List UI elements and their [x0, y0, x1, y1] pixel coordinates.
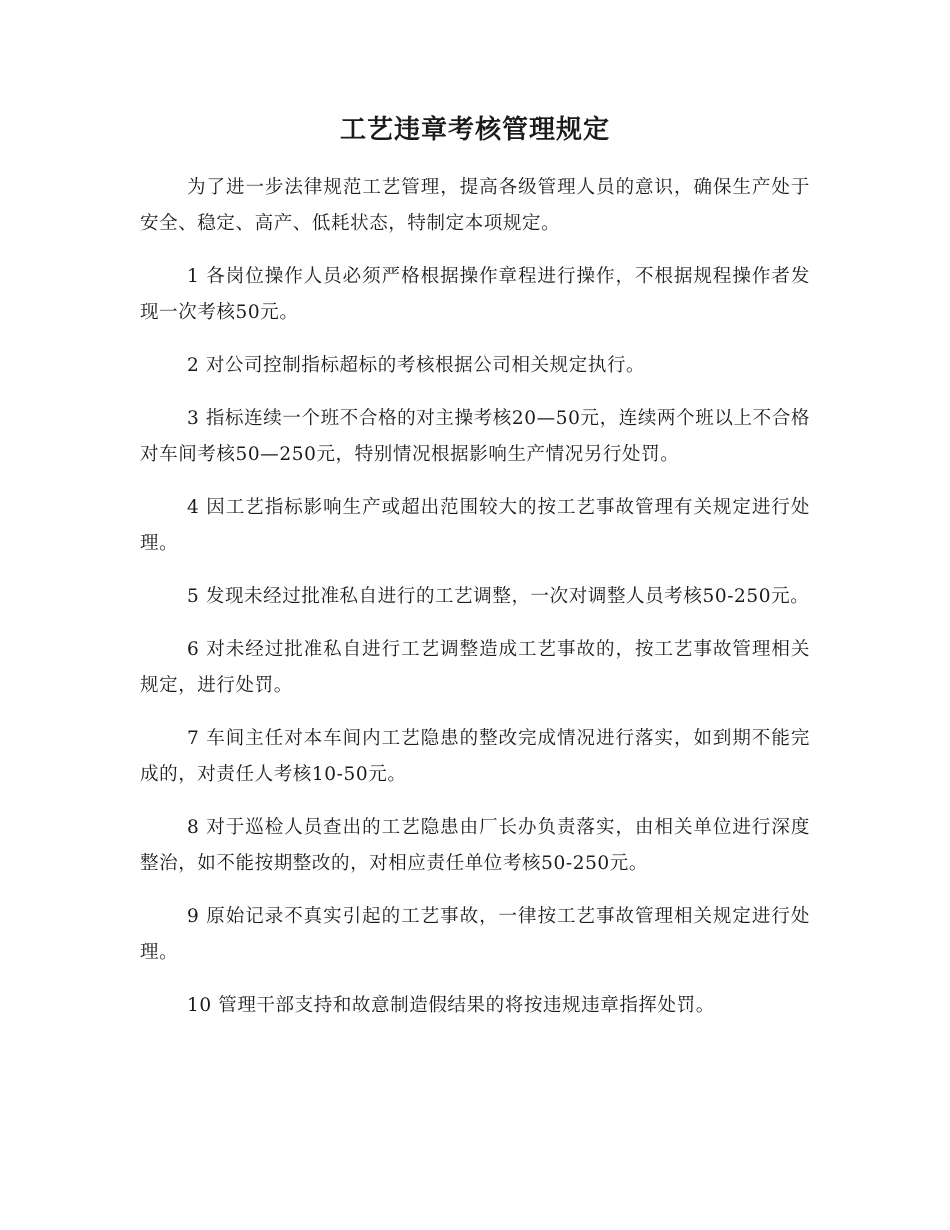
rule-item-9: 9 原始记录不真实引起的工艺事故，一律按工艺事故管理相关规定进行处理。 [140, 906, 810, 963]
rule-item-5: 5 发现未经过批准私自进行的工艺调整，一次对调整人员考核50-250元。 [187, 586, 810, 607]
intro-paragraph: 为了进一步法律规范工艺管理，提高各级管理人员的意识，确保生产处于安全、稳定、高产、低耗状态，特制定本项规定。 [140, 177, 810, 234]
rule-item-2: 2 对公司控制指标超标的考核根据公司相关规定执行。 [187, 355, 646, 376]
document-page [140, 108, 810, 1041]
rule-item-8: 8 对于巡检人员查出的工艺隐患由厂长办负责落实，由相关单位进行深度整治，如不能按期整改的，对相应责任单位考核50-250元。 [140, 817, 810, 874]
rule-item-10: 10 管理干部支持和故意制造假结果的将按违规违章指挥处罚。 [187, 995, 715, 1016]
rule-item-3: 3 指标连续一个班不合格的对主操考核20—50元，连续两个班以上不合格对车间考核50—250元，特别情况根据影响生产情况另行处罚。 [140, 408, 810, 465]
rule-item-4: 4 因工艺指标影响生产或超出范围较大的按工艺事故管理有关规定进行处理。 [140, 497, 810, 554]
rule-item-6: 6 对未经过批准私自进行工艺调整造成工艺事故的，按工艺事故管理相关规定，进行处罚。 [140, 639, 810, 696]
document-title: 工艺违章考核管理规定 [339, 115, 610, 145]
rule-item-1: 1 各岗位操作人员必须严格根据操作章程进行操作，不根据规程操作者发现一次考核50元。 [140, 266, 810, 323]
rule-item-7: 7 车间主任对本车间内工艺隐患的整改完成情况进行落实，如到期不能完成的，对责任人考核10-50元。 [140, 728, 810, 785]
